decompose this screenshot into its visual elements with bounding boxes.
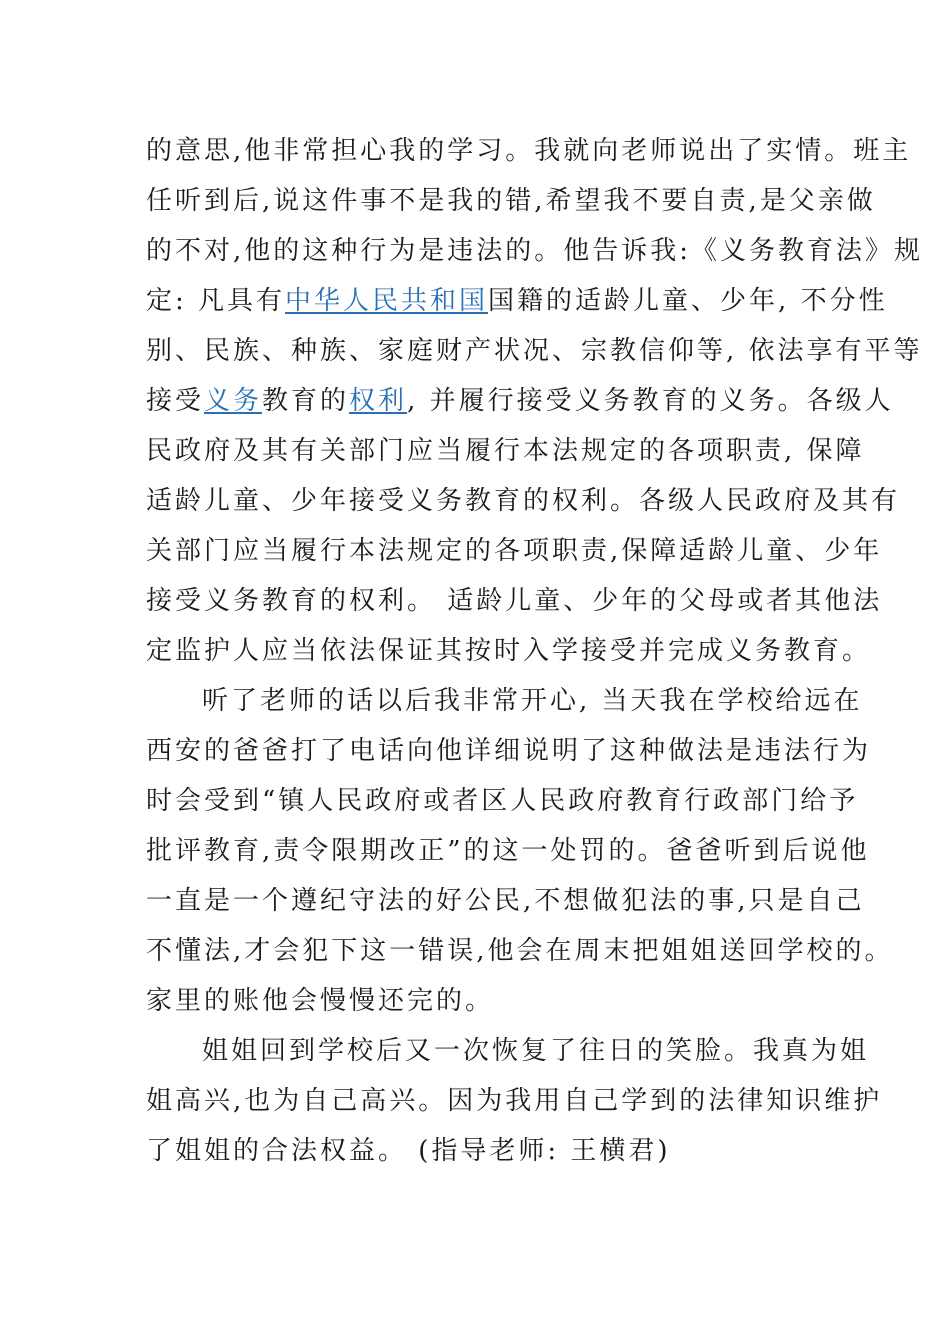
- text-span: 一直是一个遵纪守法的好公民,不想做犯法的事,只是自己: [146, 886, 865, 916]
- text-span: 教育的: [262, 386, 350, 416]
- text-span: 时会受到“镇人民政府或者区人民政府教育行政部门给予: [146, 786, 859, 816]
- hyperlink[interactable]: 权利: [349, 386, 408, 416]
- paragraph: [146, 676, 894, 1026]
- text-line: [146, 526, 883, 576]
- text-span: 别、民族、种族、家庭财产状况、宗教信仰等, 依法享有平等: [146, 336, 923, 366]
- text-line: [146, 726, 872, 776]
- text-span: 不懂法,才会犯下这一错误,他会在周末把姐姐送回学校的。: [146, 936, 894, 966]
- text-line: [146, 576, 883, 626]
- text-span: 接受义务教育的权利。 适龄儿童、少年的父母或者其他法: [146, 586, 883, 616]
- text-line: [146, 276, 888, 326]
- paragraph: [146, 126, 924, 676]
- text-line: [146, 426, 865, 476]
- text-span: 家里的账他会慢慢还完的。: [146, 986, 495, 1016]
- text-span: 了姐姐的合法权益。 (指导老师: 王横君): [146, 1136, 671, 1166]
- text-line: [146, 176, 876, 226]
- text-line: [146, 476, 901, 526]
- text-line: [146, 776, 859, 826]
- text-span: 姐高兴,也为自己高兴。因为我用自己学到的法律知识维护: [146, 1086, 883, 1116]
- text-span: 批评教育,责令限期改正”的这一处罚的。爸爸听到后说他: [146, 836, 870, 866]
- text-line: [146, 126, 912, 176]
- text-span: 的不对,他的这种行为是违法的。他告诉我:《义务教育法》规: [146, 236, 924, 266]
- text-span: 国籍的适龄儿童、少年, 不分性: [488, 286, 888, 316]
- text-span: , 并履行接受义务教育的义务。各级人: [407, 386, 894, 416]
- text-line: [146, 926, 894, 976]
- text-line: [146, 1076, 883, 1126]
- text-line: [146, 676, 863, 726]
- text-line: [146, 626, 872, 676]
- hyperlink[interactable]: 义务: [204, 386, 263, 416]
- text-line: [146, 876, 865, 926]
- text-span: 任听到后,说这件事不是我的错,希望我不要自责,是父亲做: [146, 186, 876, 216]
- text-span: 姐姐回到学校后又一次恢复了往日的笑脸。我真为姐: [202, 1036, 870, 1066]
- text-line: [146, 226, 924, 276]
- paragraph: [146, 1026, 883, 1176]
- text-span: 定监护人应当依法保证其按时入学接受并完成义务教育。: [146, 636, 872, 666]
- text-line: [146, 1126, 836, 1176]
- text-span: 接受: [146, 386, 205, 416]
- body-text: [146, 126, 924, 1176]
- text-span: 听了老师的话以后我非常开心, 当天我在学校给远在: [202, 686, 863, 716]
- text-span: 西安的爸爸打了电话向他详细说明了这种做法是违法行为: [146, 736, 872, 766]
- text-span: 民政府及其有关部门应当履行本法规定的各项职责, 保障: [146, 436, 865, 466]
- hyperlink[interactable]: 中华人民共和国: [285, 286, 489, 316]
- text-line: [146, 1026, 870, 1076]
- text-span: 定: 凡具有: [146, 286, 286, 316]
- text-span: 的意思,他非常担心我的学习。我就向老师说出了实情。班主: [146, 136, 912, 166]
- text-line: [146, 976, 836, 1026]
- text-line: [146, 326, 923, 376]
- text-span: 适龄儿童、少年接受义务教育的权利。各级人民政府及其有: [146, 486, 901, 516]
- text-line: [146, 376, 894, 426]
- text-line: [146, 826, 870, 876]
- text-span: 关部门应当履行本法规定的各项职责,保障适龄儿童、少年: [146, 536, 883, 566]
